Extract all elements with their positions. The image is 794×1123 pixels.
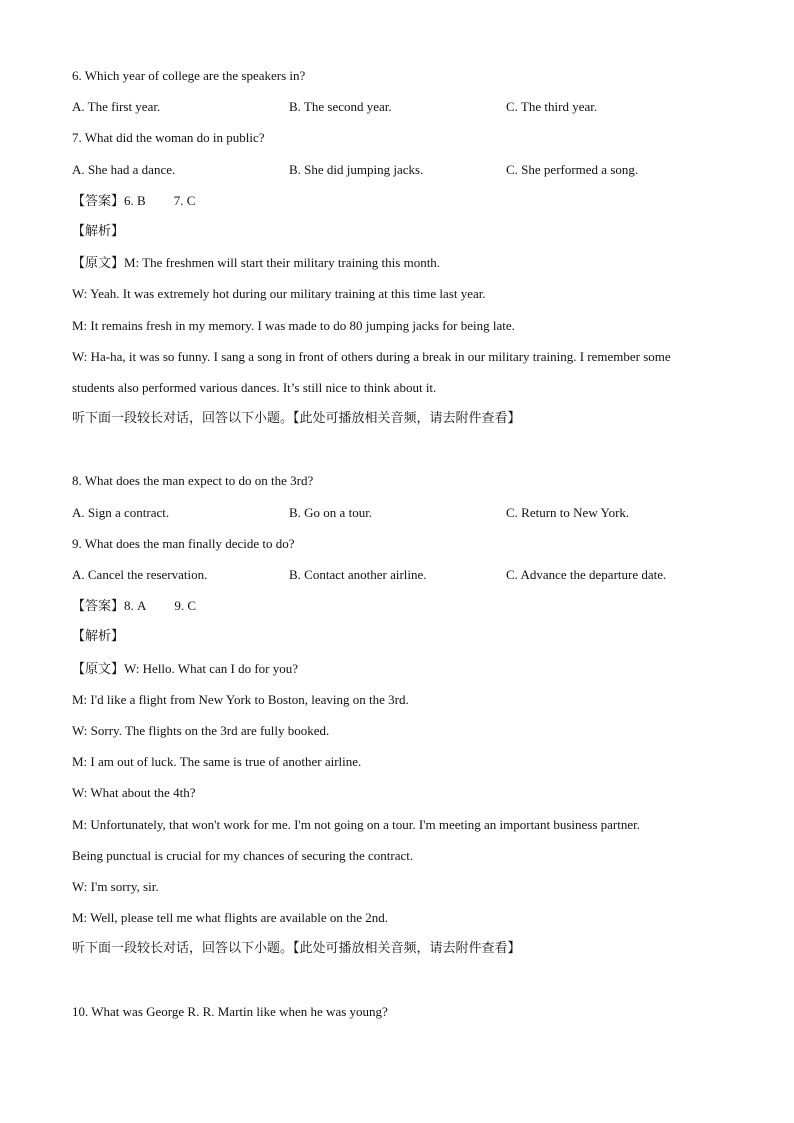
analysis-tag: 【解析】 bbox=[72, 223, 125, 239]
transcript-2-line-7: W: I'm sorry, sir. bbox=[72, 878, 159, 894]
option-9b: B. Contact another airline. bbox=[289, 567, 427, 582]
answer-7: 7. C bbox=[173, 192, 196, 208]
answer-6: 6. B bbox=[124, 192, 146, 208]
answer-block-2 bbox=[72, 596, 732, 627]
option-8b: B. Go on a tour. bbox=[289, 504, 373, 520]
answer-tag: 【答案】 bbox=[72, 193, 125, 209]
transcript-1-line-4: students also performed various dances. It’s still nice to think about it. bbox=[72, 379, 437, 395]
transcript-1-line-0 bbox=[72, 253, 732, 284]
document-page bbox=[72, 66, 732, 1033]
transcript-2-line-1: M: I'd like a flight from New York to Boston, leaving on the 3rd. bbox=[72, 691, 409, 707]
option-6a: A. The first year. bbox=[72, 99, 161, 115]
transcript-2-line-3: M: I am out of luck. The same is true of another airline. bbox=[72, 754, 362, 770]
transcript-2-line-2: W: Sorry. The flights on the 3rd are fully booked. bbox=[72, 722, 330, 738]
transcript-2-line-8: M: Well, please tell me what flights are available on the 2nd. bbox=[72, 910, 389, 926]
analysis-tag: 【解析】 bbox=[72, 629, 125, 645]
answer-tag: 【答案】 bbox=[72, 599, 125, 615]
option-9c: C. Advance the departure date. bbox=[506, 567, 667, 582]
question-10: 10. What was George R. R. Martin like when he was young? bbox=[72, 1003, 388, 1019]
option-9a: A. Cancel the reservation. bbox=[72, 567, 208, 582]
option-8a: A. Sign a contract. bbox=[72, 504, 170, 520]
question-6-options bbox=[72, 97, 732, 128]
option-7c: C. She performed a song. bbox=[506, 161, 639, 177]
question-7-options bbox=[72, 160, 732, 191]
answer-9: 9. C bbox=[174, 598, 197, 614]
question-8: 8. What does the man expect to do on the 3rd? bbox=[72, 473, 314, 489]
transcript-2-line-6: Being punctual is crucial for my chances of securing the contract. bbox=[72, 847, 414, 863]
answer-block-1 bbox=[72, 191, 732, 222]
question-7: 7. What did the woman do in public? bbox=[72, 130, 265, 146]
spacer bbox=[72, 970, 732, 1001]
transcript-2-line-4: W: What about the 4th? bbox=[72, 785, 196, 801]
listening-instruction-1: 听下面一段较长对话，回答以下小题。【此处可播放相关音频，请去附件查看】 bbox=[72, 411, 521, 427]
transcript-text: M: The freshmen will start their military training this month. bbox=[124, 255, 441, 271]
transcript-2-line-5: M: Unfortunately, that won't work for me. I'm not going on a tour. I'm meeting an important business partner. bbox=[72, 816, 640, 832]
answer-8: 8. A bbox=[124, 598, 147, 614]
transcript-tag: 【原文】 bbox=[72, 661, 125, 677]
transcript-1-line-2: M: It remains fresh in my memory. I was made to do 80 jumping jacks for being late. bbox=[72, 317, 515, 333]
question-6: 6. Which year of college are the speakers in? bbox=[72, 68, 306, 83]
question-9: 9. What does the man finally decide to do? bbox=[72, 535, 295, 551]
transcript-2-line-0 bbox=[72, 659, 732, 690]
option-7b: B. She did jumping jacks. bbox=[289, 161, 424, 177]
spacer bbox=[72, 440, 732, 471]
listening-instruction-2: 听下面一段较长对话，回答以下小题。【此处可播放相关音频，请去附件查看】 bbox=[72, 941, 521, 957]
option-6c: C. The third year. bbox=[506, 99, 598, 115]
option-6b: B. The second year. bbox=[289, 99, 392, 115]
question-8-options bbox=[72, 503, 732, 534]
transcript-text: W: Hello. What can I do for you? bbox=[124, 660, 299, 676]
transcript-1-line-1: W: Yeah. It was extremely hot during our military training at this time last year. bbox=[72, 286, 486, 302]
question-9-options bbox=[72, 565, 732, 596]
option-8c: C. Return to New York. bbox=[506, 504, 630, 520]
transcript-1-line-3: W: Ha-ha, it was so funny. I sang a song in front of others during a break in our military training. I remember some bbox=[72, 348, 671, 364]
option-7a: A. She had a dance. bbox=[72, 161, 176, 177]
transcript-tag: 【原文】 bbox=[72, 256, 125, 272]
